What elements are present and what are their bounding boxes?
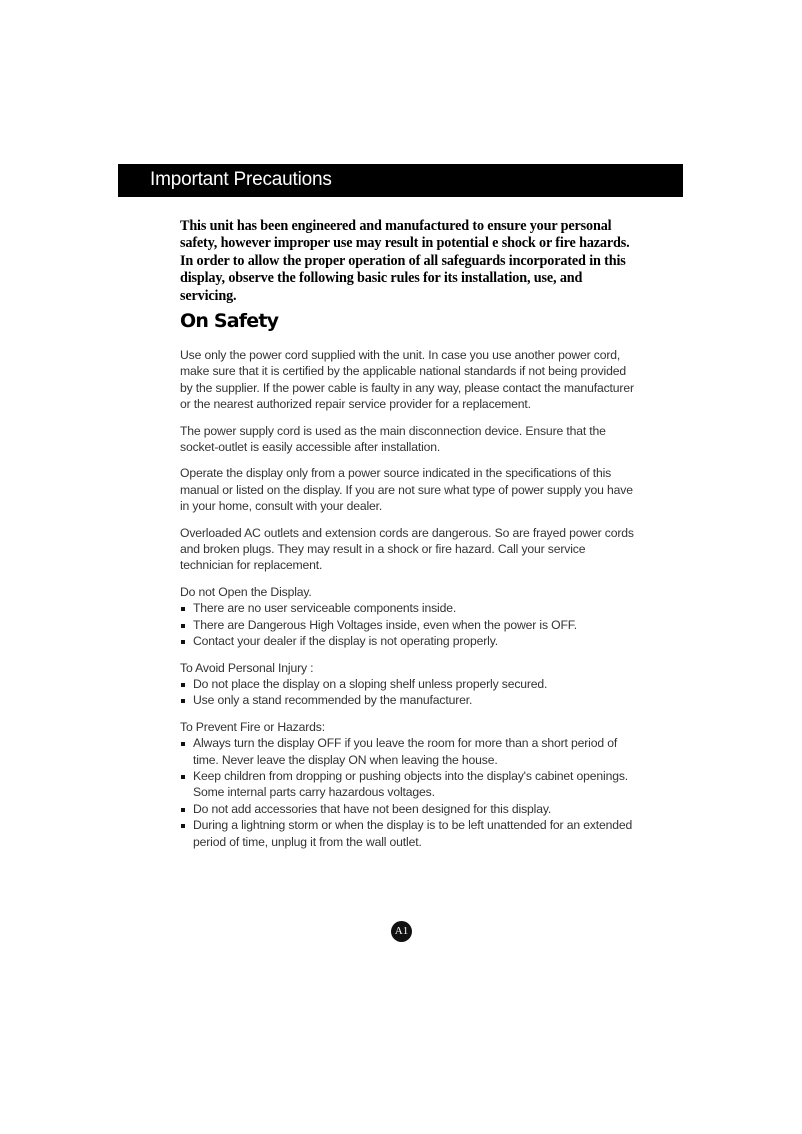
paragraph: Use only the power cord supplied with the unit. In case you use another power cord, make sure that it is certified by the applicable national standards if not being provided by the supplier. If the power cable is faulty in any way, please contact the manufacturer or the nearest authorized repair service provider for a replacement.	[180, 348, 634, 412]
list-item	[180, 676, 635, 692]
safety-body	[180, 347, 635, 860]
list-item	[180, 617, 635, 633]
list-item	[180, 633, 635, 649]
precaution-group-open-display	[180, 584, 635, 650]
bullet-list	[180, 600, 635, 649]
list-item-text: Do not place the display on a sloping shelf unless properly secured.	[193, 676, 548, 691]
list-item-text: During a lightning storm or when the display is to be left unattended for an extended period of time, unplug it from the wall outlet.	[193, 818, 633, 849]
precaution-group-personal-injury	[180, 660, 635, 709]
list-item-text: Keep children from dropping or pushing objects into the display's cabinet openings. Some internal parts carry hazardous voltages.	[193, 768, 629, 800]
group-title: To Avoid Personal Injury :	[180, 660, 314, 675]
bullet-icon	[181, 808, 185, 812]
group-title: To Prevent Fire or Hazards:	[180, 719, 325, 734]
bullet-icon	[181, 640, 185, 644]
paragraph: The power supply cord is used as the main disconnection device. Ensure that the socket-outlet is easily accessible after installation.	[180, 423, 606, 455]
group-title: Do not Open the Display.	[180, 584, 312, 599]
intro-paragraph: This unit has been engineered and manufactured to ensure your personal safety, however improper use may result in potential e shock or fire hazards. In order to allow the proper operation of all safeguards incorporated in this display, observe the following basic rules for its installation, use, and servicing.	[180, 218, 630, 304]
list-item	[180, 692, 635, 708]
bullet-icon	[181, 699, 185, 703]
list-item	[180, 600, 635, 616]
list-item	[180, 768, 635, 801]
bullet-icon	[181, 824, 185, 828]
list-item	[180, 817, 635, 850]
list-item-text: Do not add accessories that have not been designed for this display.	[193, 801, 552, 816]
section-header-bar	[118, 164, 683, 197]
bullet-icon	[181, 742, 185, 746]
bullet-icon	[181, 624, 185, 628]
paragraph: Overloaded AC outlets and extension cords are dangerous. So are frayed power cords and broken plugs. They may result in a shock or fire hazard. Call your service technician for replacement.	[180, 525, 634, 573]
bullet-list	[180, 735, 635, 850]
list-item-text: There are no user serviceable components inside.	[193, 601, 457, 616]
list-item	[180, 735, 635, 768]
bullet-icon	[181, 775, 185, 779]
list-item-text: Contact your dealer if the display is not operating properly.	[193, 634, 498, 649]
bullet-list	[180, 676, 635, 709]
bullet-icon	[181, 607, 185, 611]
page-number-badge: A1	[391, 921, 412, 942]
section-header-title: Important Precautions	[150, 169, 332, 190]
precaution-group-fire-hazards	[180, 719, 635, 850]
bullet-icon	[181, 683, 185, 687]
list-item-text: Always turn the display OFF if you leave the room for more than a short period of time. Never leave the display ON when leaving the house.	[193, 736, 618, 767]
list-item	[180, 801, 635, 817]
list-item-text: There are Dangerous High Voltages inside, even when the power is OFF.	[193, 617, 577, 632]
paragraph: Operate the display only from a power source indicated in the specifications of this manual or listed on the display. If you are not sure what type of power supply you have in your home, consult with your dealer.	[180, 466, 633, 514]
section-heading: On Safety	[180, 310, 279, 332]
list-item-text: Use only a stand recommended by the manufacturer.	[193, 693, 473, 708]
